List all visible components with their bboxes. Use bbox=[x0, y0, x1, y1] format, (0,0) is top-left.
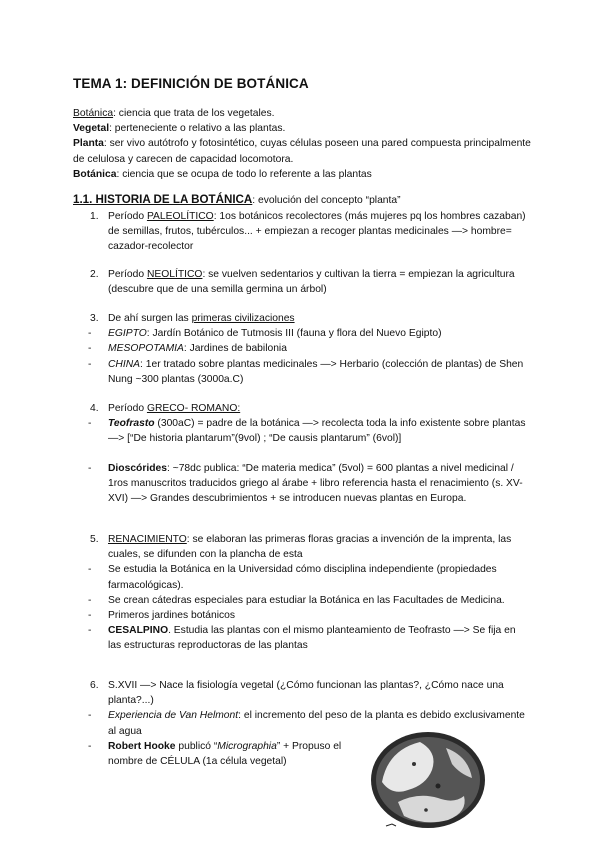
item-text: S.XVII —> Nace la fisiología vegetal (¿Cómo funcionan las plantas?, ¿Cómo nace una planta?...) bbox=[108, 680, 504, 707]
definition-text: : ciencia que trata de los vegetales. bbox=[113, 108, 275, 119]
period-name: NEOLÍTICO bbox=[146, 269, 203, 280]
cell-dot bbox=[412, 762, 416, 766]
dash: - bbox=[88, 610, 92, 622]
dash: - bbox=[88, 418, 92, 430]
item-text: : se elaboran las primeras floras gracias a invención de la imprenta, las cuales, se difunden con la plancha de esta bbox=[108, 534, 512, 561]
page-title: TEMA 1: DEFINICIÓN DE BOTÁNICA bbox=[73, 76, 309, 91]
person-name: Dioscórides bbox=[108, 462, 167, 474]
item-text: : 1er tratado sobre plantas medicinales —> Herbario (colección de plantas) de Shen Nung ~300 plantas (3000a.C) bbox=[108, 358, 524, 385]
dash: - bbox=[88, 564, 92, 576]
list-item-2 bbox=[90, 267, 530, 297]
term: Botánica bbox=[73, 108, 114, 119]
definition-vegetal bbox=[73, 121, 543, 136]
definition-botanica bbox=[73, 106, 543, 121]
period-name: PALEOLÍTICO bbox=[146, 211, 214, 222]
item-text: : ~78dc publica: “De materia medica” (5vol) = 600 plantas a nivel medicinal / 1ros manuscritos traducidos griego al árabe + libro referencia hasta el renacimiento (s. XV-XVI) —> Grandes descubrimientos + se introducen nuevas plantas en Europa. bbox=[108, 462, 523, 505]
item-prefix: Período bbox=[108, 403, 147, 414]
cell-dot bbox=[424, 808, 428, 812]
person-name: Robert Hooke bbox=[108, 740, 176, 752]
cell-dot bbox=[436, 784, 441, 789]
list-number: 3. bbox=[90, 313, 99, 324]
person-name: Teofrasto bbox=[108, 418, 155, 430]
scribble-mark bbox=[386, 824, 396, 826]
person-name: CESALPINO bbox=[108, 625, 169, 637]
dash: - bbox=[88, 462, 92, 474]
dash: - bbox=[88, 710, 92, 722]
term: Vegetal bbox=[73, 123, 110, 135]
definition-text: : ser vivo autótrofo y fotosintético, cuyas células poseen una pared compuesta principalmente de celulosa y carecen de capacidad locomotora. bbox=[73, 138, 531, 165]
list-number: 1. bbox=[90, 211, 99, 222]
period-name: GRECO- ROMANO: bbox=[146, 403, 241, 414]
dash: - bbox=[88, 343, 92, 355]
list-number: 5. bbox=[90, 534, 99, 545]
dash: - bbox=[88, 740, 92, 752]
list-item-1 bbox=[90, 209, 530, 255]
period-name: RENACIMIENTO bbox=[108, 534, 187, 545]
dash: - bbox=[88, 625, 92, 637]
section-title: 1.1. HISTORIA DE LA BOTÁNICA bbox=[73, 193, 253, 206]
definition-text: : perteneciente o relativo a las plantas. bbox=[109, 123, 286, 135]
definition-planta bbox=[73, 136, 543, 166]
list-number: 2. bbox=[90, 269, 99, 280]
list-number: 4. bbox=[90, 403, 99, 414]
item-text: (300aC) = padre de la botánica —> recolecta toda la info existente sobre plantas —> [“De historia plantarum”(9vol) ; “De causis plantarum” (6vol)] bbox=[108, 418, 526, 445]
list-item-4 bbox=[90, 401, 530, 506]
item-text: Se crean cátedras especiales para estudiar la Botánica en las Facultades de Medicina. bbox=[108, 594, 505, 606]
item-prefix: Período bbox=[108, 269, 147, 280]
item-text: : se vuelven sedentarios y cultivan la tierra = empiezan la agricultura (descubre que de una semilla germina un árbol) bbox=[108, 269, 515, 296]
item-text: Se estudia la Botánica en la Universidad cómo disciplina independiente (propiedades farmacológicas). bbox=[108, 564, 497, 591]
civilization-name: MESOPOTAMIA bbox=[108, 343, 184, 355]
section-subtitle: : evolución del concepto “planta” bbox=[252, 195, 401, 206]
item-prefix: Período bbox=[108, 211, 147, 222]
dash: - bbox=[88, 594, 92, 606]
list-item-5 bbox=[90, 532, 530, 654]
definition-botanica-2 bbox=[73, 167, 543, 182]
list-number: 6. bbox=[90, 680, 99, 691]
item-text: : Jardines de babilonia bbox=[183, 343, 287, 355]
item-text: Primeros jardines botánicos bbox=[108, 610, 236, 622]
term: Botánica bbox=[73, 168, 117, 180]
definition-text: : ciencia que se ocupa de todo lo referente a las plantas bbox=[116, 168, 372, 180]
item-text: : el incremento del peso de la planta es debido exclusivamente al agua bbox=[108, 710, 525, 737]
item-text: : 1os botánicos recolectores (más mujeres pq los hombres cazaban) de semillas, frutos, tubérculos... + empiezan a recoger plantas medicinales —> hombre= cazador-recolector bbox=[108, 211, 526, 253]
dash: - bbox=[88, 328, 92, 340]
dash: - bbox=[88, 358, 92, 370]
civilization-name: EGIPTO bbox=[108, 328, 147, 340]
item-text: : Jardín Botánico de Tutmosis III (fauna y flora del Nuevo Egipto) bbox=[146, 328, 442, 340]
list-item-3 bbox=[90, 311, 530, 387]
plant-cell-illustration bbox=[368, 730, 492, 830]
item-text: . Estudia las plantas con el mismo planteamiento de Teofrasto —> Se fija en las estructuras reproductoras de las plantas bbox=[108, 625, 516, 652]
item-text: ” + Propuso el nombre de CÉLULA (1a célula vegetal) bbox=[108, 740, 342, 768]
item-prefix: De ahí surgen las bbox=[108, 313, 192, 324]
experiment-name: Experiencia de Van Helmont bbox=[108, 710, 239, 722]
section-heading bbox=[73, 193, 401, 206]
term: Planta bbox=[73, 138, 104, 150]
item-text: publicó “ bbox=[175, 740, 218, 752]
definitions-block bbox=[73, 106, 543, 182]
civilization-name: CHINA bbox=[108, 358, 141, 370]
work-title: Micrographia bbox=[217, 740, 277, 752]
period-name: primeras civilizaciones bbox=[191, 313, 295, 324]
